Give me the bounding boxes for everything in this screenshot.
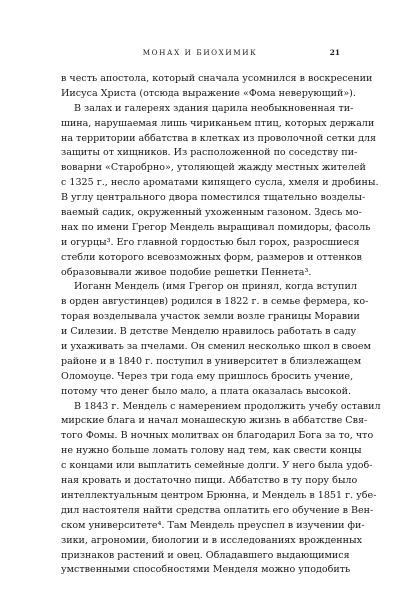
- text-line: воварни «Старобрно», утоляющей жажду местных жителей: [61, 162, 366, 174]
- text-line: ваемый садик, окруженный ухоженным газоном. Здесь мо-: [61, 207, 362, 219]
- text-line: не нужно больше ломать голову над тем, как свести концы: [61, 445, 362, 457]
- text-line: в честь апостола, который сначала усомнился в воскресении: [61, 73, 373, 84]
- text-line: В 1843 г. Мендель с намерением продолжить учебу оставил: [74, 400, 381, 412]
- text-line: на территории аббатства в клетках из проволочной сетки для: [61, 132, 377, 144]
- body-text: [61, 72, 381, 578]
- text-line: Иоганн Мендель (имя Грегор он принял, когда вступил: [74, 281, 357, 293]
- text-line: и огурцы³. Его главной гордостью был горох, разросшиеся: [61, 236, 360, 248]
- text-line: дил настоятеля найти средства оплатить его обучение в Вен-: [61, 504, 374, 516]
- text-line: В углу центрального двора поместился тщательно возделы-: [61, 192, 366, 204]
- text-line: ная кровать и достаточно пищи. Аббатство в ту пору было: [61, 475, 358, 487]
- running-title: МОНАХ И БИОХИМИК: [142, 48, 258, 57]
- text-line: с 1325 г., несло ароматами кипящего сусла, хмеля и дробины.: [61, 177, 379, 189]
- running-head: [0, 46, 400, 60]
- text-line: районе и в 1840 г. поступил в университет в близлежащем: [61, 355, 362, 367]
- paragraph: [61, 280, 371, 399]
- text-line: нах по имени Грегор Мендель выращивал помидоры, фасоль: [61, 221, 371, 233]
- text-line: образовывали живое подобие решетки Пеннета³.: [61, 266, 312, 278]
- paragraph: [61, 72, 373, 102]
- page-number: 21: [329, 48, 340, 57]
- text-line: и ухаживать за пчелами. Он сменил несколько школ в своем: [61, 341, 371, 353]
- text-line: того Фомы. В ночных молитвах он благодарил Бога за то, что: [61, 430, 374, 442]
- text-line: торая возделывала участок земли возле границы Моравии: [61, 311, 360, 323]
- text-line: ском университете⁴. Там Мендель преуспел в изучении фи-: [61, 519, 365, 531]
- text-line: интеллектуальным центром Брюнна, и Мендель в 1851 г. убе-: [61, 489, 377, 501]
- text-line: Оломоуце. Через три года ему пришлось бросить учение,: [61, 370, 354, 382]
- paragraph: [61, 102, 379, 281]
- text-line: потому что денег было мало, а плата оказалась высокой.: [61, 385, 352, 397]
- paragraph: [61, 400, 381, 579]
- text-line: в орден августинцев) родился в 1822 г. в семье фермера, ко-: [61, 296, 369, 308]
- text-line: и Силезии. В детстве Менделю нравилось работать в саду: [61, 326, 357, 338]
- text-line: шина, нарушаемая лишь чириканьем птиц, которых держали: [61, 117, 375, 129]
- text-line: зики, агрономии, биологии и в исследованиях врожденных: [61, 534, 362, 546]
- text-line: признаков растений и овец. Обладавшего выдающимися: [61, 549, 350, 561]
- text-line: мирские блага и начал монашескую жизнь в аббатстве Свя-: [61, 415, 368, 427]
- text-line: с концами или выплатить семейные долги. У него была удоб-: [61, 460, 373, 472]
- text-line: защиты от хищников. Из расположенной по соседству пи-: [61, 147, 358, 159]
- text-line: Иисуса Христа (отсюда выражение «Фома неверующий»).: [61, 87, 356, 99]
- text-line: В залах и галереях здания царила необыкновенная ти-: [74, 102, 354, 114]
- text-line: умственными способностями Менделя можно уподобить: [61, 564, 351, 576]
- text-line: стебли которого всевозможных форм, размеров и оттенков: [61, 251, 362, 263]
